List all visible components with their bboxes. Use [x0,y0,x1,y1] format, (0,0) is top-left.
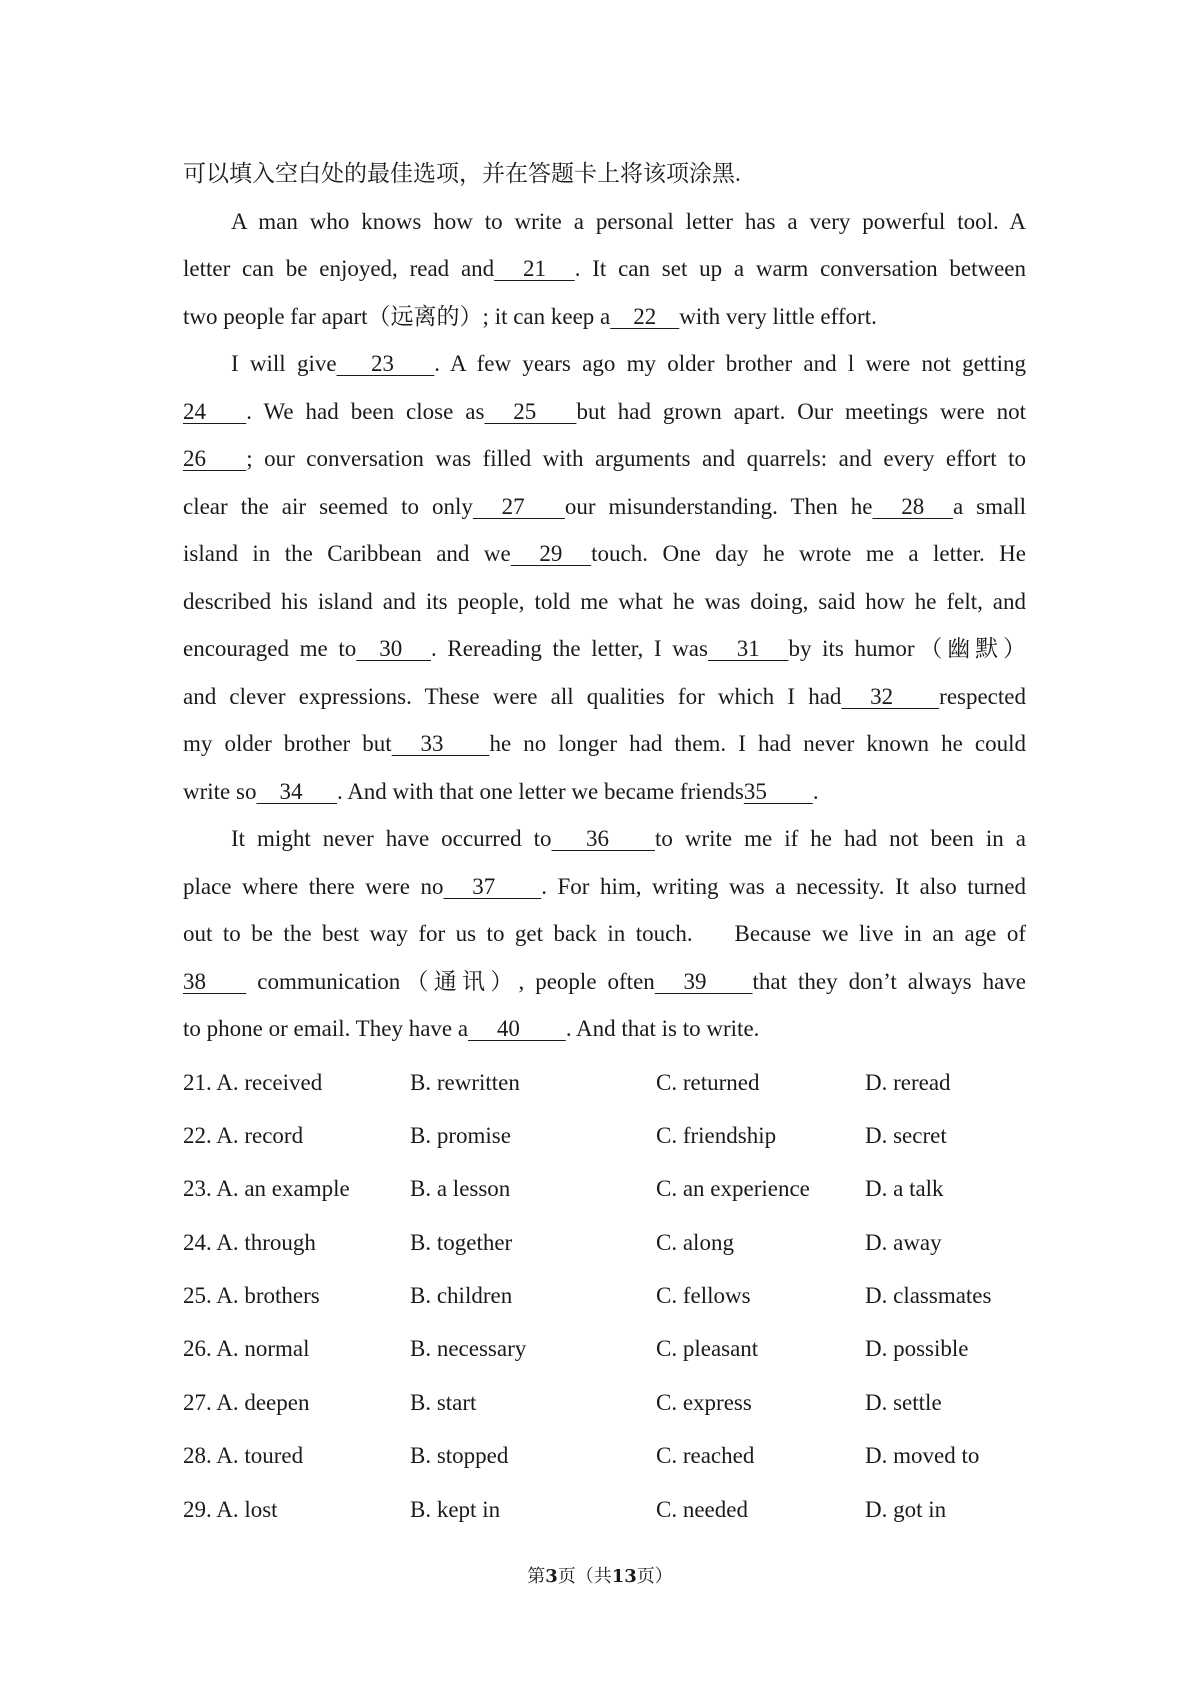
line-text: he no longer had them. I had never known he could [489,731,1026,756]
option-d: D. away [865,1229,942,1255]
blank-25: 25 [484,398,577,424]
option-c: C. friendship [656,1122,777,1148]
option-a: 29. A. lost [183,1496,278,1522]
blank-34: 34 [256,778,337,804]
total-pages: 13 [611,1566,637,1587]
passage-line [183,768,1026,816]
line-text: communication（通讯）, people often [246,968,655,994]
blank-33: 33 [391,731,490,756]
line-text: place where there were no [183,873,444,899]
option-c: C. pleasant [656,1336,759,1362]
blank-38: 38 [183,968,247,994]
line-text: . We had been close as [246,398,485,424]
option-d: D. reread [865,1069,951,1095]
line-text: to write me if he had not been in a [655,826,1027,851]
line-text: respected [939,683,1026,709]
line-text: my older brother but [183,731,392,756]
option-b: B. stopped [410,1443,509,1469]
option-c: C. reached [656,1443,755,1469]
line-text: . And with that one letter we became friends [336,778,744,804]
option-b: B. promise [410,1122,511,1148]
line-text: island in the Caribbean and we [183,541,511,566]
passage-line [183,958,1026,1006]
line-text: encouraged me to [183,636,357,661]
line-text: touch. One day he wrote me a letter. He [591,541,1026,566]
line-text: . Rereading the letter, I was [430,636,708,661]
option-c: C. along [656,1229,734,1255]
instruction-text: 可以填入空白处的最佳选项，并在答题卡上将该项涂黑. [183,161,741,186]
line-text: clear the air seemed to only [183,493,473,519]
option-a: 23. A. an example [183,1176,350,1202]
line-text: to phone or email. They have a [183,1016,469,1041]
option-row-21 [183,1056,1026,1109]
option-d: D. moved to [865,1443,980,1469]
option-d: D. settle [865,1389,942,1415]
option-row-24 [183,1216,1026,1269]
line-text: A man who knows how to write a personal letter has a very powerful tool. A [231,208,1026,234]
option-d: D. classmates [865,1283,992,1309]
blank-26: 26 [183,446,247,471]
option-a: 28. A. toured [183,1443,304,1469]
paragraph-1 [183,198,1026,341]
passage-line [183,340,1026,388]
blank-40: 40 [468,1016,566,1041]
option-b: B. together [410,1229,513,1255]
option-row-29 [183,1483,1026,1536]
option-a: 22. A. record [183,1122,304,1148]
passage-line [183,245,1026,293]
passage-line [183,1005,1026,1053]
option-row-23 [183,1162,1026,1215]
option-a: 27. A. deepen [183,1389,310,1415]
option-a: 25. A. brothers [183,1283,320,1309]
option-b: B. rewritten [410,1069,520,1095]
blank-31: 31 [707,636,789,661]
blank-21: 21 [494,256,575,281]
option-c: C. needed [656,1496,748,1522]
blank-27: 27 [472,493,565,519]
blank-24: 24 [183,398,247,424]
line-text: by its humor（幽默） [788,636,1027,661]
option-d: D. a talk [865,1176,944,1202]
page-number: 3 [545,1566,558,1587]
option-row-26 [183,1322,1026,1375]
line-text: out to be the best way for us to get back in touch. Because we live in an age of [183,921,1026,946]
blank-28: 28 [872,493,953,519]
passage-line [183,625,1026,673]
blank-22: 22 [610,303,680,329]
line-text: . It can set up a warm conversation between [574,256,1027,281]
option-b: B. a lesson [410,1176,511,1202]
line-text: and clever expressions. These were all qualities for which I had [183,683,842,709]
option-c: C. an experience [656,1176,810,1202]
option-row-28 [183,1429,1026,1482]
blank-35: 35 [743,778,813,804]
passage-line [183,910,1026,958]
blank-23: 23 [336,351,435,376]
blank-36: 36 [551,826,655,851]
option-a: 26. A. normal [183,1336,310,1362]
option-d: D. possible [865,1336,969,1362]
passage-line [183,720,1026,768]
option-d: D. secret [865,1122,947,1148]
line-text: with very little effort. [679,303,877,329]
line-text: . A few years ago my older brother and l were not getting [434,351,1026,376]
options-list [183,1056,1026,1537]
line-text: two people far apart（远离的）; it can keep a [183,303,611,329]
blank-29: 29 [510,541,592,566]
line-text: described his island and its people, told me what he was doing, said how he felt, and [183,588,1026,614]
passage-line [183,483,1026,531]
option-b: B. children [410,1283,513,1309]
line-text: . For him, writing was a necessity. It also turned [541,873,1026,899]
footer-text: 页（共 [557,1566,612,1587]
passage-line [183,578,1026,626]
option-a: 24. A. through [183,1229,316,1255]
option-b: B. necessary [410,1336,527,1362]
line-text: It might never have occurred to [231,826,552,851]
blank-32: 32 [841,683,940,709]
option-d: D. got in [865,1496,947,1522]
passage-line [183,198,1026,246]
line-text: I will give [231,351,337,376]
option-b: B. kept in [410,1496,501,1522]
paragraph-2 [183,340,1026,815]
passage-line [183,673,1026,721]
blank-39: 39 [654,968,753,994]
footer-text: 页） [636,1566,673,1587]
passage-line [183,863,1026,911]
blank-37: 37 [443,873,542,899]
exam-page [183,150,1026,1536]
blank-30: 30 [356,636,431,661]
line-text: a small [952,493,1026,519]
line-text: but had grown apart. Our meetings were not [576,398,1027,424]
line-text: write so [183,778,257,804]
option-row-22 [183,1109,1026,1162]
option-row-27 [183,1376,1026,1429]
option-c: C. fellows [656,1283,751,1309]
line-text: . [812,778,819,804]
line-text: that they don’t always have [752,968,1026,994]
option-c: C. express [656,1389,752,1415]
page-footer [0,1562,1200,1588]
paragraph-3 [183,815,1026,1053]
passage-line [183,435,1026,483]
footer-text: 第 [527,1566,546,1587]
option-a: 21. A. received [183,1069,323,1095]
option-row-25 [183,1269,1026,1322]
line-text: our misunderstanding. Then he [564,493,873,519]
line-text: letter can be enjoyed, read and [183,256,495,281]
passage-line [183,815,1026,863]
option-c: C. returned [656,1069,760,1095]
option-b: B. start [410,1389,477,1415]
passage-line [183,530,1026,578]
passage-line [183,293,1026,341]
line-text: . And that is to write. [565,1016,760,1041]
line-text: ; our conversation was filled with arguments and quarrels: and every effort to [246,446,1026,471]
passage-line [183,388,1026,436]
